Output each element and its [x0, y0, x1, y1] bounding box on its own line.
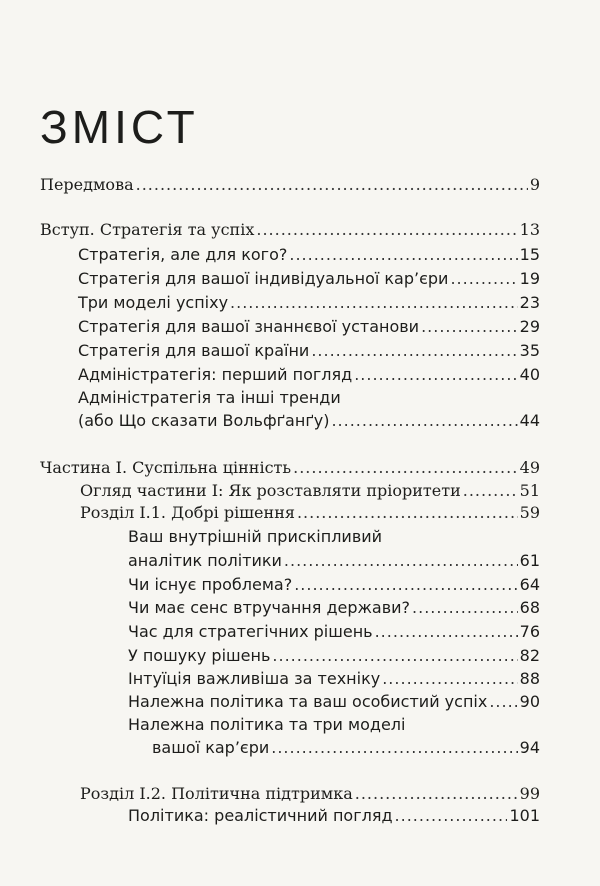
dot-leader	[355, 784, 518, 804]
dot-leader	[354, 365, 517, 385]
toc-entry: Розділ I.1. Добрі рішення ..... 59	[80, 503, 540, 523]
dot-leader	[450, 269, 517, 289]
toc-entry: Час для стратегічних рішень ..... 76	[128, 622, 540, 642]
toc-entry: Стратегія для вашої знаннєвої установи ..... 29	[78, 317, 540, 337]
dot-leader	[256, 220, 517, 240]
dot-leader	[271, 738, 517, 758]
toc-entry: Адміністратегія: перший погляд ..... 40	[78, 365, 540, 385]
toc-entry: Вступ. Стратегія та успіх ..... 13	[40, 220, 540, 240]
dot-leader	[421, 317, 518, 337]
dot-leader	[284, 551, 518, 571]
toc-entry: (або Що сказати Вольфґанґу) ..... 44	[78, 411, 540, 431]
toc-entry: аналітик політики ..... 61	[128, 551, 540, 571]
dot-leader	[311, 341, 517, 361]
dot-leader	[293, 458, 518, 478]
dot-leader	[289, 245, 517, 265]
toc-entry: Передмова ..... 9	[40, 175, 540, 195]
dot-leader	[463, 481, 518, 501]
dot-leader	[412, 598, 518, 618]
toc-entry: Частина I. Суспільна цінність ..... 49	[40, 458, 540, 478]
toc-entry-line: Адміністратегія та інші тренди	[78, 388, 341, 407]
dot-leader	[382, 669, 517, 689]
dot-leader	[331, 411, 517, 431]
toc-entry: Інтуїція важливіша за техніку ..... 88	[128, 669, 540, 689]
toc-entry: Стратегія для вашої країни ..... 35	[78, 341, 540, 361]
dot-leader	[136, 175, 528, 195]
page-title: ЗМІСТ	[40, 101, 199, 153]
dot-leader	[297, 503, 518, 523]
toc-entry: Чи існує проблема? ..... 64	[128, 575, 540, 595]
dot-leader	[272, 646, 517, 666]
toc-entry: Стратегія, але для кого? ..... 15	[78, 245, 540, 265]
dot-leader	[375, 622, 518, 642]
toc-entry-line: Ваш внутрішній прискіпливий	[128, 527, 383, 546]
toc-entry: Огляд частини I: Як розставляти пріоритети ..... 51	[80, 481, 540, 501]
dot-leader	[489, 692, 517, 712]
toc-entry: Стратегія для вашої індивідуальної кар’єри ..... 19	[78, 269, 540, 289]
toc-entry: Чи має сенс втручання держави? ..... 68	[128, 598, 540, 618]
toc-entry: Розділ I.2. Політична підтримка ..... 99	[80, 784, 540, 804]
toc-entry: Належна політика та ваш особистий успіх ..... 90	[128, 692, 540, 712]
dot-leader	[395, 806, 508, 826]
toc-entry-line: Належна політика та три моделі	[128, 715, 406, 734]
dot-leader	[230, 293, 518, 313]
toc-entry: Три моделі успіху ..... 23	[78, 293, 540, 313]
toc-entry: Політика: реалістичний погляд ..... 101	[128, 806, 540, 826]
toc-entry: У пошуку рішень ..... 82	[128, 646, 540, 666]
toc-entry: вашої кар’єри ..... 94	[152, 738, 540, 758]
dot-leader	[294, 575, 517, 595]
